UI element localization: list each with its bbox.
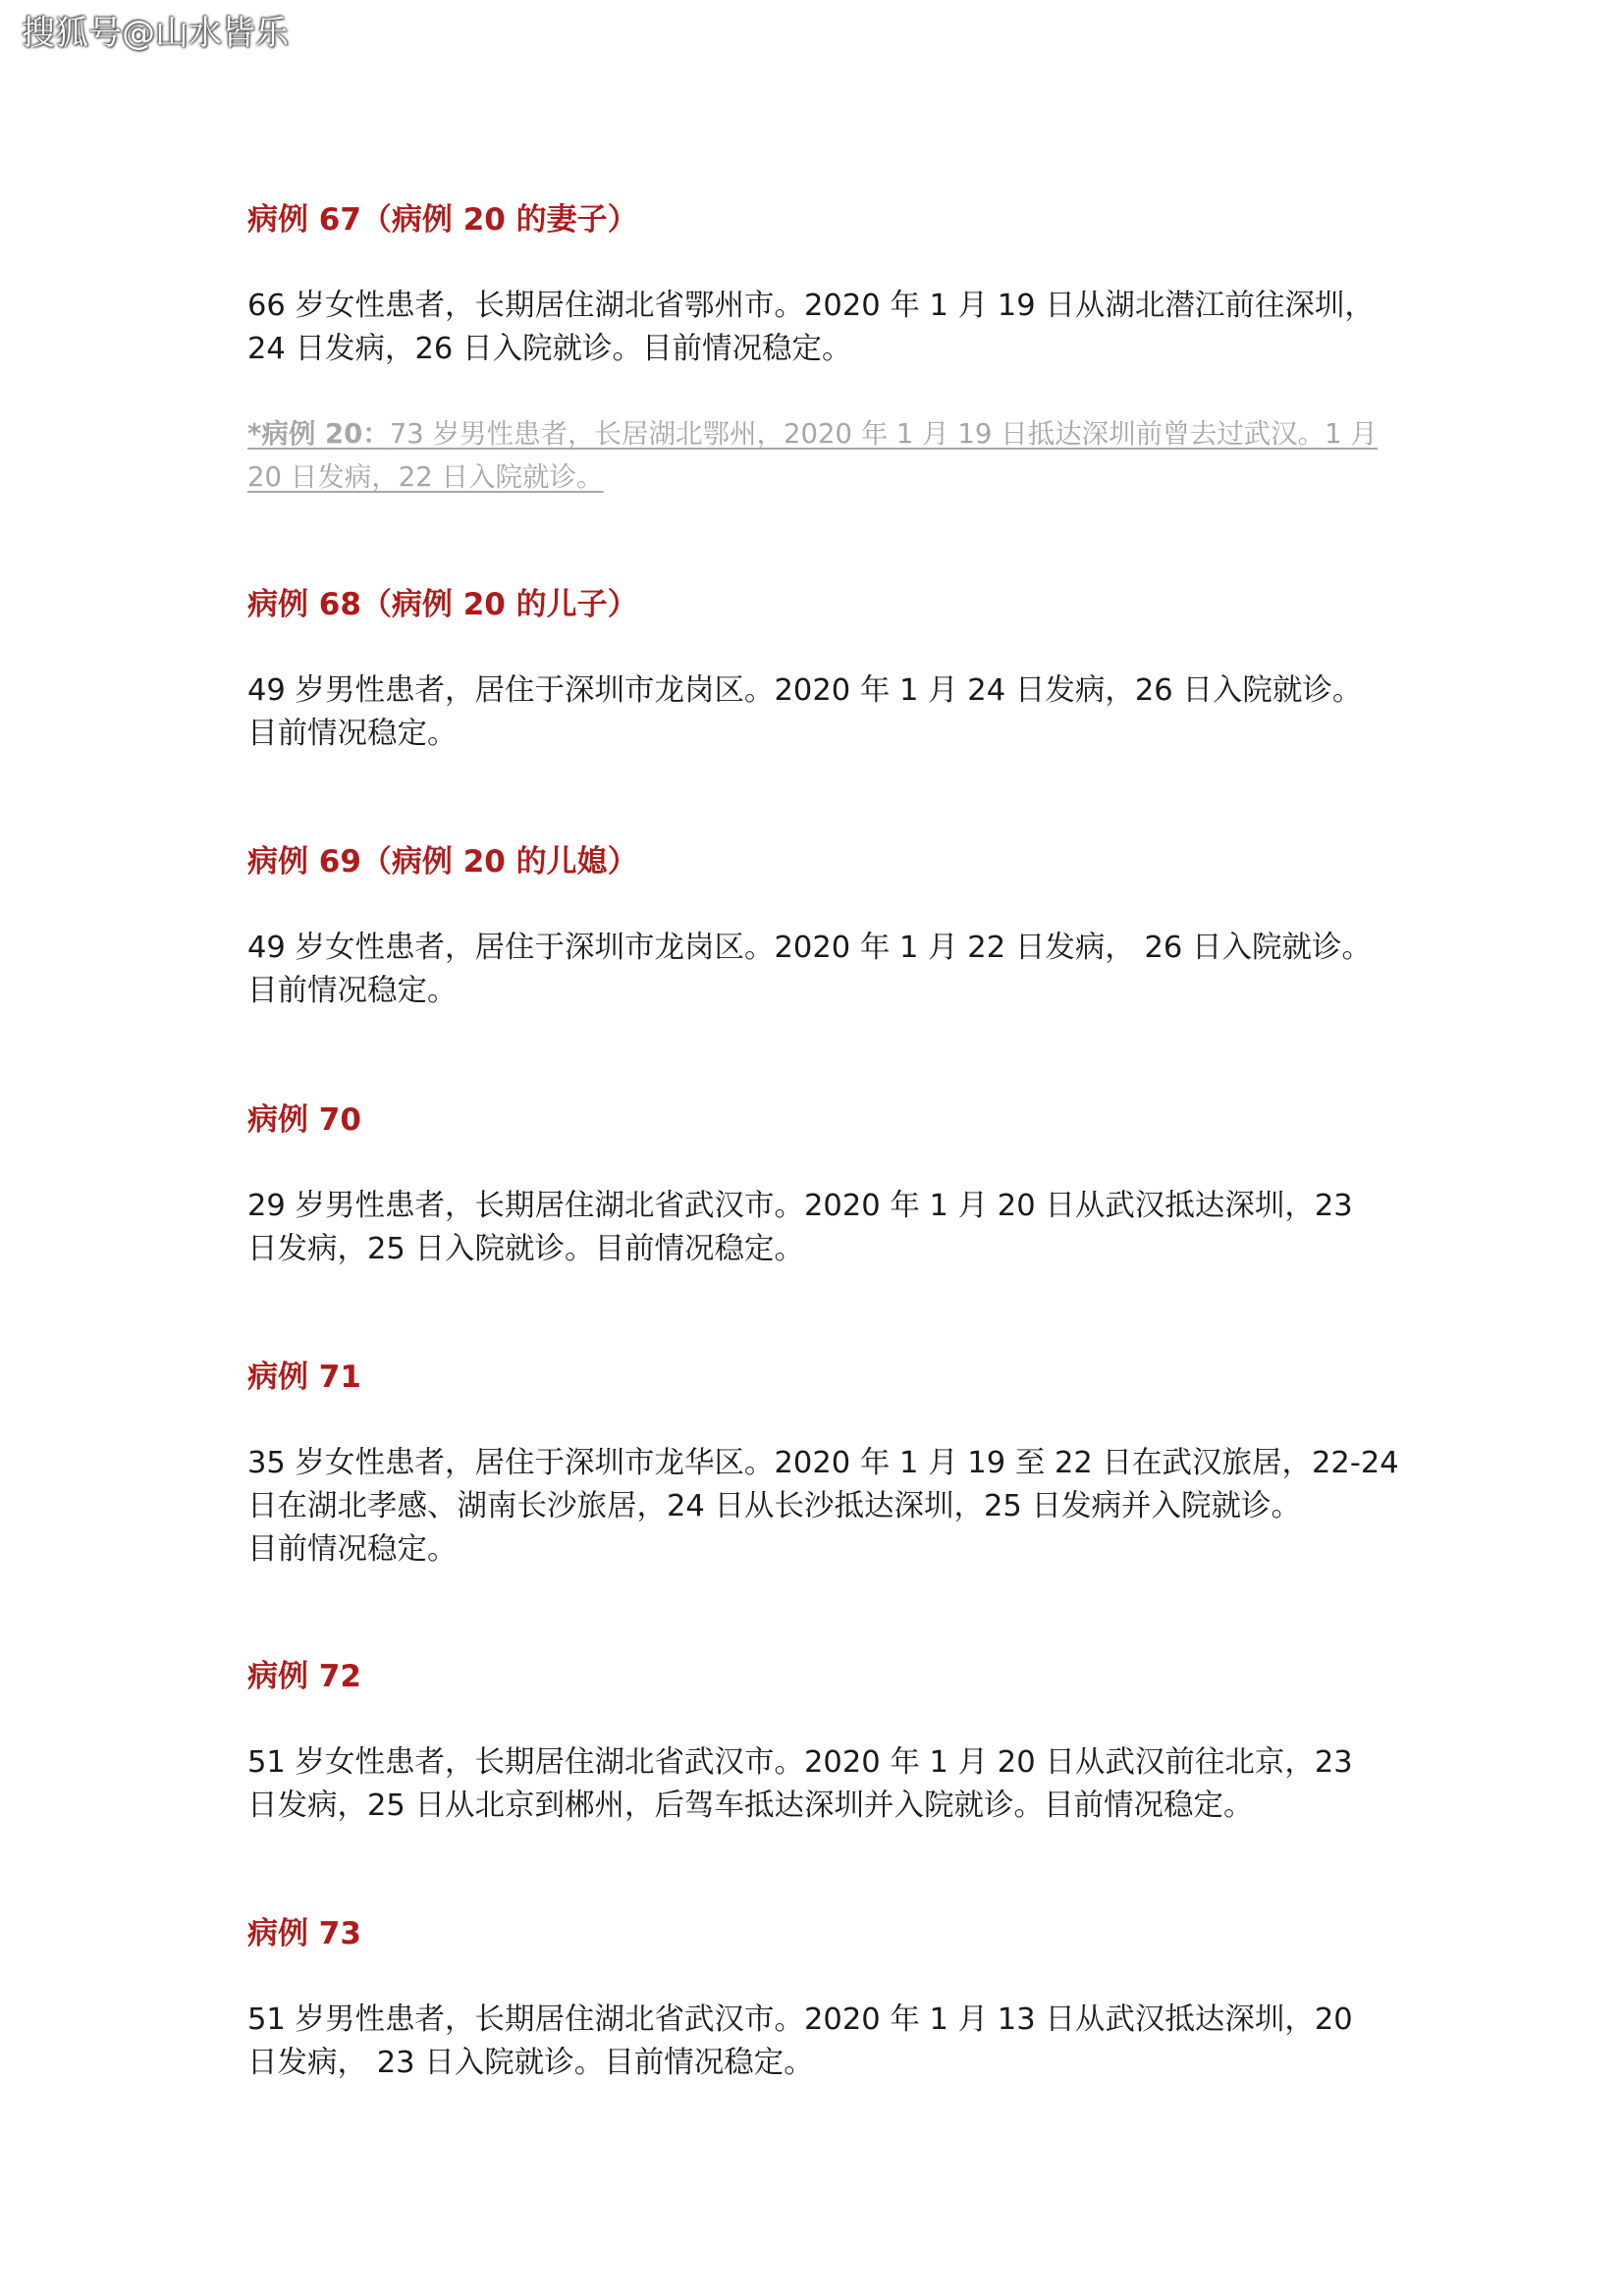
case-68-title: 病例 68（病例 20 的儿子） [247, 587, 638, 622]
case-71-title: 病例 71 [247, 1360, 361, 1395]
sohu-watermark: 搜狐号@山水皆乐 [22, 14, 289, 53]
case-73-title: 病例 73 [247, 1916, 361, 1951]
case-69-line-1: 49 岁女性患者，居住于深圳市龙岗区。2020 年 1 月 22 日发病， 26 日入院就诊。 [247, 931, 1373, 965]
case-68-line-1: 49 岁男性患者，居住于深圳市龙岗区。2020 年 1 月 24 日发病，26 日入院就诊。 [247, 673, 1363, 708]
case-71-line-1: 35 岁女性患者，居住于深圳市龙华区。2020 年 1 月 19 至 22 日在武汉旅居，22-24 [247, 1446, 1399, 1480]
case-71-line-2: 日在湖北孝感、湖南长沙旅居，24 日从长沙抵达深圳，25 日发病并入院就诊。 [247, 1489, 1302, 1523]
case-68-body [247, 669, 1394, 756]
case-67-title: 病例 67（病例 20 的妻子） [247, 202, 638, 238]
case-67-line-1: 66 岁女性患者，长期居住湖北省鄂州市。2020 年 1 月 19 日从湖北潜江前往深圳， [247, 289, 1375, 323]
case-20-note-label: *病例 20： [247, 418, 390, 450]
case-73-body [247, 1999, 1394, 2085]
case-71-body [247, 1442, 1399, 1572]
case-70-body [247, 1185, 1394, 1271]
case-70-line-2: 日发病，25 日入院就诊。目前情况稳定。 [247, 1232, 805, 1266]
case-20-note-text-1: 73 岁男性患者，长居湖北鄂州，2020 年 1 月 19 日抵达深圳前曾去过武汉。1 月 [389, 418, 1378, 450]
case-67-line-2: 24 日发病，26 日入院就诊。目前情况稳定。 [247, 332, 852, 366]
case-72-line-2: 日发病，25 日从北京到郴州，后驾车抵达深圳并入院就诊。目前情况稳定。 [247, 1789, 1254, 1823]
case-20-note-line-2: 20 日发病，22 日入院就诊。 [247, 461, 604, 493]
case-73-line-1: 51 岁男性患者，长期居住湖北省武汉市。2020 年 1 月 13 日从武汉抵达深圳，20 [247, 2002, 1353, 2037]
case-73-line-2: 日发病， 23 日入院就诊。目前情况稳定。 [247, 2046, 814, 2080]
case-70-title: 病例 70 [247, 1102, 361, 1138]
case-69-title: 病例 69（病例 20 的儿媳） [247, 844, 638, 880]
case-20-note[interactable] [247, 412, 1394, 499]
case-20-note-line-1 [247, 412, 1394, 455]
case-67-body [247, 285, 1394, 371]
case-72-body [247, 1741, 1394, 1828]
case-69-line-2: 目前情况稳定。 [247, 974, 458, 1008]
case-72-title: 病例 72 [247, 1659, 361, 1694]
case-69-body [247, 927, 1394, 1013]
case-72-line-1: 51 岁女性患者，长期居住湖北省武汉市。2020 年 1 月 20 日从武汉前往北京，23 [247, 1745, 1353, 1780]
case-68-line-2: 目前情况稳定。 [247, 717, 458, 751]
case-70-line-1: 29 岁男性患者，长期居住湖北省武汉市。2020 年 1 月 20 日从武汉抵达深圳，23 [247, 1189, 1353, 1223]
case-71-line-3: 目前情况稳定。 [247, 1532, 458, 1567]
